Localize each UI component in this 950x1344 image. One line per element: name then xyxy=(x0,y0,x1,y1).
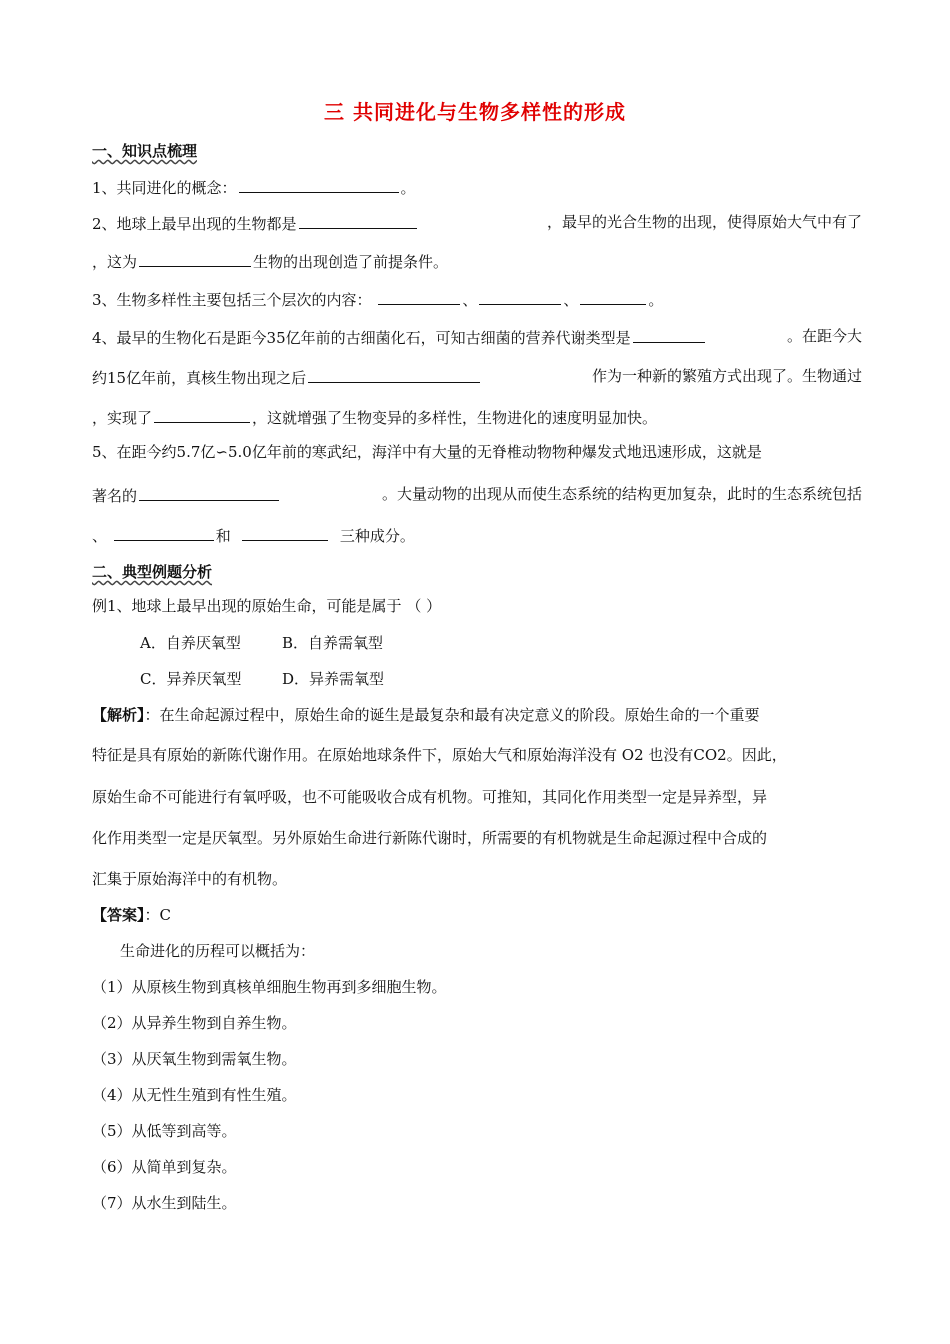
summary-item: （7）从水生到陆生。 xyxy=(92,1194,237,1212)
option-d: D．异养需氧型 xyxy=(282,670,385,688)
summary-item: （6）从简单到复杂。 xyxy=(92,1158,237,1176)
question-2-line-1: 2、地球上最早出现的生物都是 ，最早的光合生物的出现，使得原始大气中有了 xyxy=(92,213,862,233)
question-4-line-1: 4、最早的生物化石是距今35亿年前的古细菌化石，可知古细菌的营养代谢类型是 。在距今大 xyxy=(92,327,862,347)
summary-item: （5）从低等到高等。 xyxy=(92,1122,237,1140)
q2-lead: 2、地球上最早出现的生物都是 xyxy=(92,212,419,234)
answer-value: ：C xyxy=(144,906,171,924)
question-4-line-3: ，实现了 ，这就增强了生物变异的多样性，生物进化的速度明显加快。 xyxy=(92,406,862,428)
fill-blank[interactable] xyxy=(114,524,214,541)
fill-blank[interactable] xyxy=(308,366,480,383)
question-2-line-2: ，这为 生物的出现创造了前提条件。 xyxy=(92,250,862,272)
example-1-question: 例1、地球上最早出现的原始生命，可能是属于 （ ） xyxy=(92,597,442,615)
fill-blank[interactable] xyxy=(378,288,460,305)
question-5-line-3: 、 和 三种成分。 xyxy=(92,524,862,546)
fill-blank[interactable] xyxy=(242,524,328,541)
analysis-line-2: 特征是具有原始的新陈代谢作用。在原始地球条件下，原始大气和原始海洋没有 O2 也没有CO2。因此， xyxy=(92,746,787,764)
analysis-line-5: 汇集于原始海洋中的有机物。 xyxy=(92,870,288,888)
fill-blank[interactable] xyxy=(154,406,250,423)
q4-lead-2: 约15亿年前，真核生物出现之后 xyxy=(92,366,482,388)
question-5-line-1: 5、在距今约5.7亿∽5.0亿年前的寒武纪，海洋中有大量的无脊椎动物物种爆发式地迅速形成，这就是 xyxy=(92,443,762,461)
fill-blank[interactable] xyxy=(633,326,705,343)
fill-blank[interactable] xyxy=(139,484,279,501)
question-1: 1、共同进化的概念： 。 xyxy=(92,176,862,198)
analysis-line-4: 化作用类型一定是厌氧型。另外原始生命进行新陈代谢时，所需要的有机物就是生命起源过程中合成的 xyxy=(92,829,768,847)
answer-line xyxy=(92,905,862,925)
question-3: 3、生物多样性主要包括三个层次的内容： 、 、 。 xyxy=(92,288,862,310)
question-5-line-2: 著名的 。大量动物的出现从而使生态系统的结构更加复杂，此时的生态系统包括 xyxy=(92,485,862,505)
fill-blank[interactable] xyxy=(479,288,561,305)
fill-blank[interactable] xyxy=(239,176,399,193)
option-b: B．自养需氧型 xyxy=(282,634,384,652)
section-heading-examples: 二、典型例题分析 xyxy=(92,563,213,581)
analysis-line-3: 原始生命不可能进行有氧呼吸，也不可能吸收合成有机物。可推知，其同化作用类型一定是异养型，异 xyxy=(92,788,768,806)
summary-item: （1）从原核生物到真核单细胞生物再到多细胞生物。 xyxy=(92,978,447,996)
answer-label: 【答案】 xyxy=(92,906,145,924)
summary-item: （4）从无性生殖到有性生殖。 xyxy=(92,1086,297,1104)
analysis-line-1: 【解析】：在生命起源过程中，原始生命的诞生是最复杂和最有决定意义的阶段。原始生命的一个重要 xyxy=(92,706,760,724)
q4-lead: 4、最早的生物化石是距今35亿年前的古细菌化石，可知古细菌的营养代谢类型是 xyxy=(92,326,707,348)
question-4-line-2: 约15亿年前，真核生物出现之后 作为一种新的繁殖方式出现了。生物通过 xyxy=(92,367,862,387)
fill-blank[interactable] xyxy=(299,212,417,229)
q5-lead: 著名的 xyxy=(92,484,281,506)
option-a: A．自养厌氧型 xyxy=(140,634,241,652)
analysis-label: 【解析】 xyxy=(92,706,145,724)
fill-blank[interactable] xyxy=(580,288,646,305)
section-heading-knowledge: 一、知识点梳理 xyxy=(92,142,198,160)
option-c: C．异养厌氧型 xyxy=(140,670,242,688)
summary-intro: 生命进化的历程可以概括为： xyxy=(120,942,316,960)
fill-blank[interactable] xyxy=(139,250,251,267)
summary-item: （3）从厌氧生物到需氧生物。 xyxy=(92,1050,297,1068)
summary-item: （2）从异养生物到自养生物。 xyxy=(92,1014,297,1032)
page-title: 三 共同进化与生物多样性的形成 xyxy=(324,100,626,124)
